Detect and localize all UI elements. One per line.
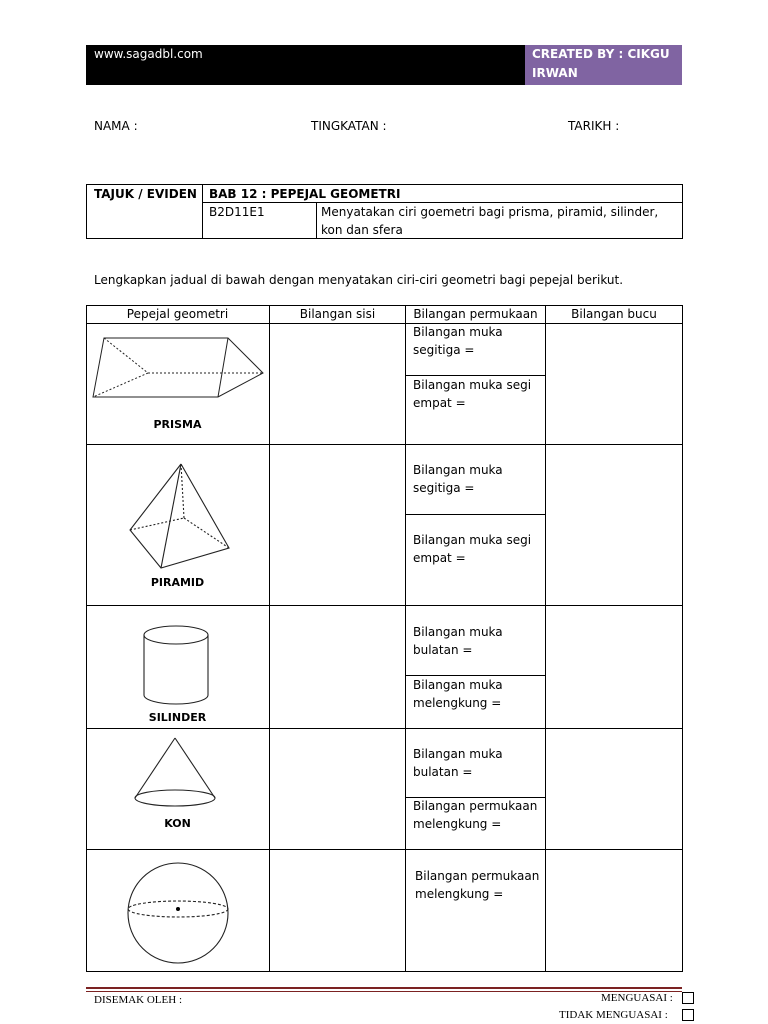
pyramid-rect-faces: Bilangan muka segi empat = [413,533,532,565]
evidence-code: B2D11E1 [209,205,265,219]
cylinder-icon [140,623,212,707]
sphere-center-dot [176,907,180,911]
cylinder-curved-faces: Bilangan muka melengkung = [413,678,503,710]
site-url: www.sagadbl.com [94,47,203,61]
footer-rule [86,991,682,992]
column-divider [545,305,546,972]
not-mastered-label: TIDAK MENGUASAI : [559,1009,668,1021]
topic-divider [316,202,317,239]
sphere-curved-faces: Bilangan permukaan melengkung = [415,869,540,901]
not-mastered-checkbox[interactable] [682,1009,694,1021]
header-solid: Pepejal geometri [126,307,229,321]
prism-icon [90,335,268,405]
footer-rule [86,987,682,989]
author-credit-line1: CREATED BY : CIKGU [532,47,670,61]
cone-circle-faces: Bilangan muka bulatan = [413,747,503,779]
header-edges: Bilangan sisi [299,307,376,321]
chapter-title: BAB 12 : PEPEJAL GEOMETRI [209,187,401,201]
pyramid-icon [127,462,233,574]
prism-triangle-faces: Bilangan muka segitiga = [413,325,503,357]
shape-label-cylinder: SILINDER [148,711,207,724]
row-divider [86,849,682,850]
mastered-label: MENGUASAI : [601,992,673,1004]
header-vertices: Bilangan bucu [571,307,657,321]
cone-icon [132,736,218,810]
mastered-checkbox[interactable] [682,992,694,1004]
topic-label: TAJUK / EVIDEN [94,187,197,201]
author-credit-line2: IRWAN [532,66,578,80]
date-field-label: TARIKH : [568,119,620,133]
prism-rect-faces: Bilangan muka segi empat = [413,378,532,410]
instruction-text: Lengkapkan jadual di bawah dengan menyatakan ciri-ciri geometri bagi pepejal berikut. [94,273,624,287]
checked-by-label: DISEMAK OLEH : [94,994,182,1006]
column-divider [405,305,406,972]
cone-curved-faces: Bilangan permukaan melengkung = [413,799,538,831]
row-divider [86,728,682,729]
sphere-icon [126,861,230,965]
row-divider [86,444,682,445]
header-surfaces: Bilangan permukaan [413,307,538,321]
cylinder-circle-faces: Bilangan muka bulatan = [413,625,503,657]
shape-label-prism: PRISMA [153,418,202,431]
row-divider [86,605,682,606]
topic-divider [202,184,203,239]
column-divider [269,305,270,972]
subrow-divider [405,514,545,515]
evidence-description: Menyatakan ciri goemetri bagi prisma, piramid, silinder, kon dan sfera [321,205,659,237]
shape-label-pyramid: PIRAMID [150,576,205,589]
row-divider [86,323,682,324]
shape-label-cone: KON [164,817,191,830]
author-credit [532,45,676,83]
form-field-label: TINGKATAN : [311,119,387,133]
pyramid-triangle-faces: Bilangan muka segitiga = [413,463,503,495]
name-field-label: NAMA : [94,119,138,133]
